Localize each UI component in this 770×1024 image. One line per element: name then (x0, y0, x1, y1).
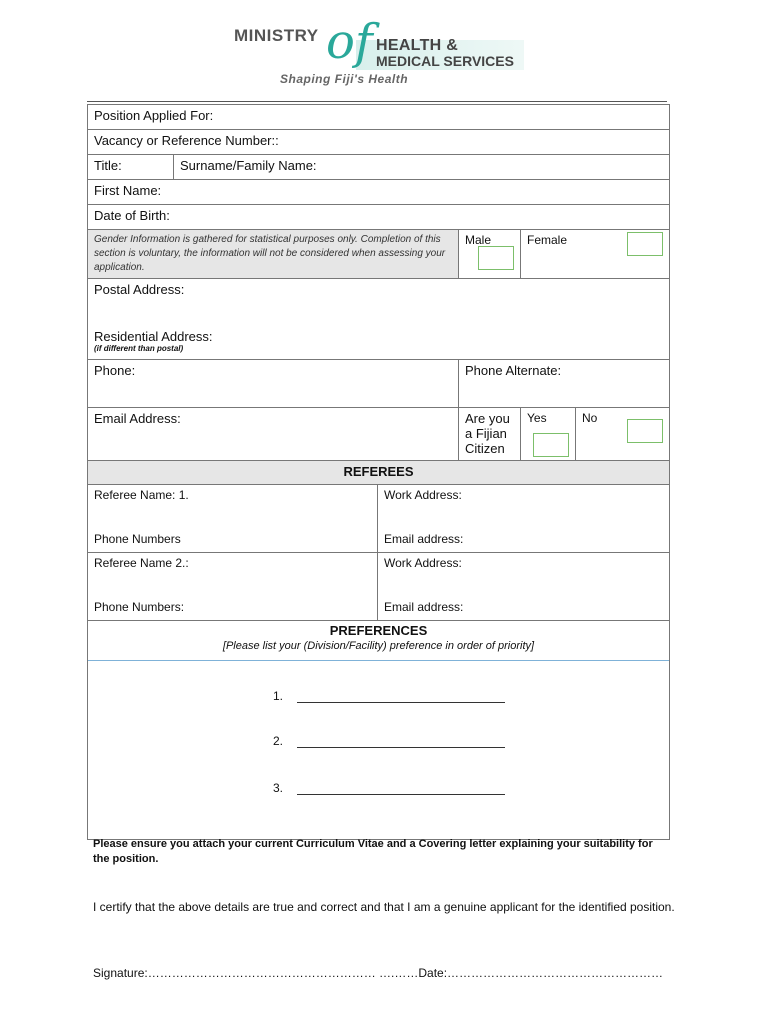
referee-1-work-address: Work Address: (384, 488, 462, 502)
male-checkbox[interactable] (478, 246, 514, 270)
email-field[interactable]: Email Address: (88, 408, 459, 461)
dob-field[interactable]: Date of Birth: (88, 205, 670, 230)
referee-2-email: Email address: (384, 600, 464, 614)
referee-2-phone: Phone Numbers: (94, 600, 185, 614)
preference-2[interactable] (273, 734, 505, 748)
phone-field[interactable]: Phone: (88, 360, 459, 408)
referee-1-email: Email address: (384, 532, 464, 546)
phone-alt-field[interactable]: Phone Alternate: (459, 360, 670, 408)
preferences-heading: PREFERENCES (329, 623, 428, 638)
first-name-field[interactable]: First Name: (88, 180, 670, 205)
no-label: No (582, 411, 598, 425)
preference-3-line (297, 784, 505, 795)
citizen-no[interactable] (576, 408, 670, 461)
preference-2-number: 2. (273, 734, 284, 748)
logo-of: of (326, 14, 373, 70)
referee-1-contact[interactable] (378, 485, 670, 553)
female-checkbox[interactable] (627, 232, 663, 256)
male-label: Male (465, 233, 492, 247)
female-label: Female (527, 233, 568, 247)
logo-medical: MEDICAL SERVICES (376, 53, 514, 69)
preferences-list (88, 660, 669, 839)
certify-statement: I certify that the above details are true and correct and that I am a genuine applicant for the identified position. (93, 900, 675, 914)
referee-2-work-address: Work Address: (384, 556, 462, 570)
referees-heading: REFEREES (88, 461, 670, 485)
preferences-subheading: [Please list your (Division/Facility) preference in order of priority] (222, 640, 535, 652)
signature-line[interactable]: Signature:………………………………………………… ….……Date:……………………………………………… (93, 966, 664, 980)
logo-health: HEALTH & (376, 37, 459, 54)
header-divider (87, 101, 667, 102)
preference-3[interactable] (273, 781, 505, 795)
referee-2-contact[interactable] (378, 553, 670, 621)
referee-2[interactable] (88, 553, 378, 621)
vacancy-field[interactable]: Vacancy or Reference Number:: (88, 130, 670, 155)
position-field[interactable]: Position Applied For: (88, 105, 670, 130)
no-checkbox[interactable] (627, 419, 663, 443)
male-option[interactable] (459, 230, 521, 279)
yes-label: Yes (527, 411, 547, 425)
attach-note: Please ensure you attach your current Curriculum Vitae and a Covering letter explaining your suitability for the position. (93, 838, 653, 865)
referee-1-phone: Phone Numbers (94, 532, 181, 546)
logo-tagline: Shaping Fiji's Health (280, 72, 409, 86)
referee-2-name: Referee Name 2.: (94, 556, 189, 570)
preference-3-number: 3. (273, 781, 284, 795)
preference-1[interactable] (273, 689, 505, 703)
female-option[interactable] (521, 230, 670, 279)
logo-ministry: MINISTRY (234, 26, 319, 45)
postal-label: Postal Address: (94, 282, 185, 297)
preferences-section (88, 621, 670, 840)
surname-field[interactable]: Surname/Family Name: (174, 155, 670, 180)
preference-1-number: 1. (273, 689, 284, 703)
preference-1-line (297, 692, 505, 703)
residential-label: Residential Address: (94, 329, 213, 344)
address-field[interactable] (88, 279, 670, 360)
title-field[interactable]: Title: (88, 155, 174, 180)
citizen-yes[interactable] (521, 408, 576, 461)
referee-1[interactable] (88, 485, 378, 553)
ministry-logo (228, 14, 528, 88)
residential-note: (if different than postal) (94, 344, 184, 353)
gender-note: Gender Information is gathered for statistical purposes only. Completion of this section is voluntary, the information will not be considered when assessing your application. (88, 230, 459, 279)
referee-1-name: Referee Name: 1. (94, 488, 189, 502)
application-form (87, 104, 669, 840)
preference-2-line (297, 737, 505, 748)
citizen-question: Are you a Fijian Citizen (459, 408, 521, 461)
yes-checkbox[interactable] (533, 433, 569, 457)
